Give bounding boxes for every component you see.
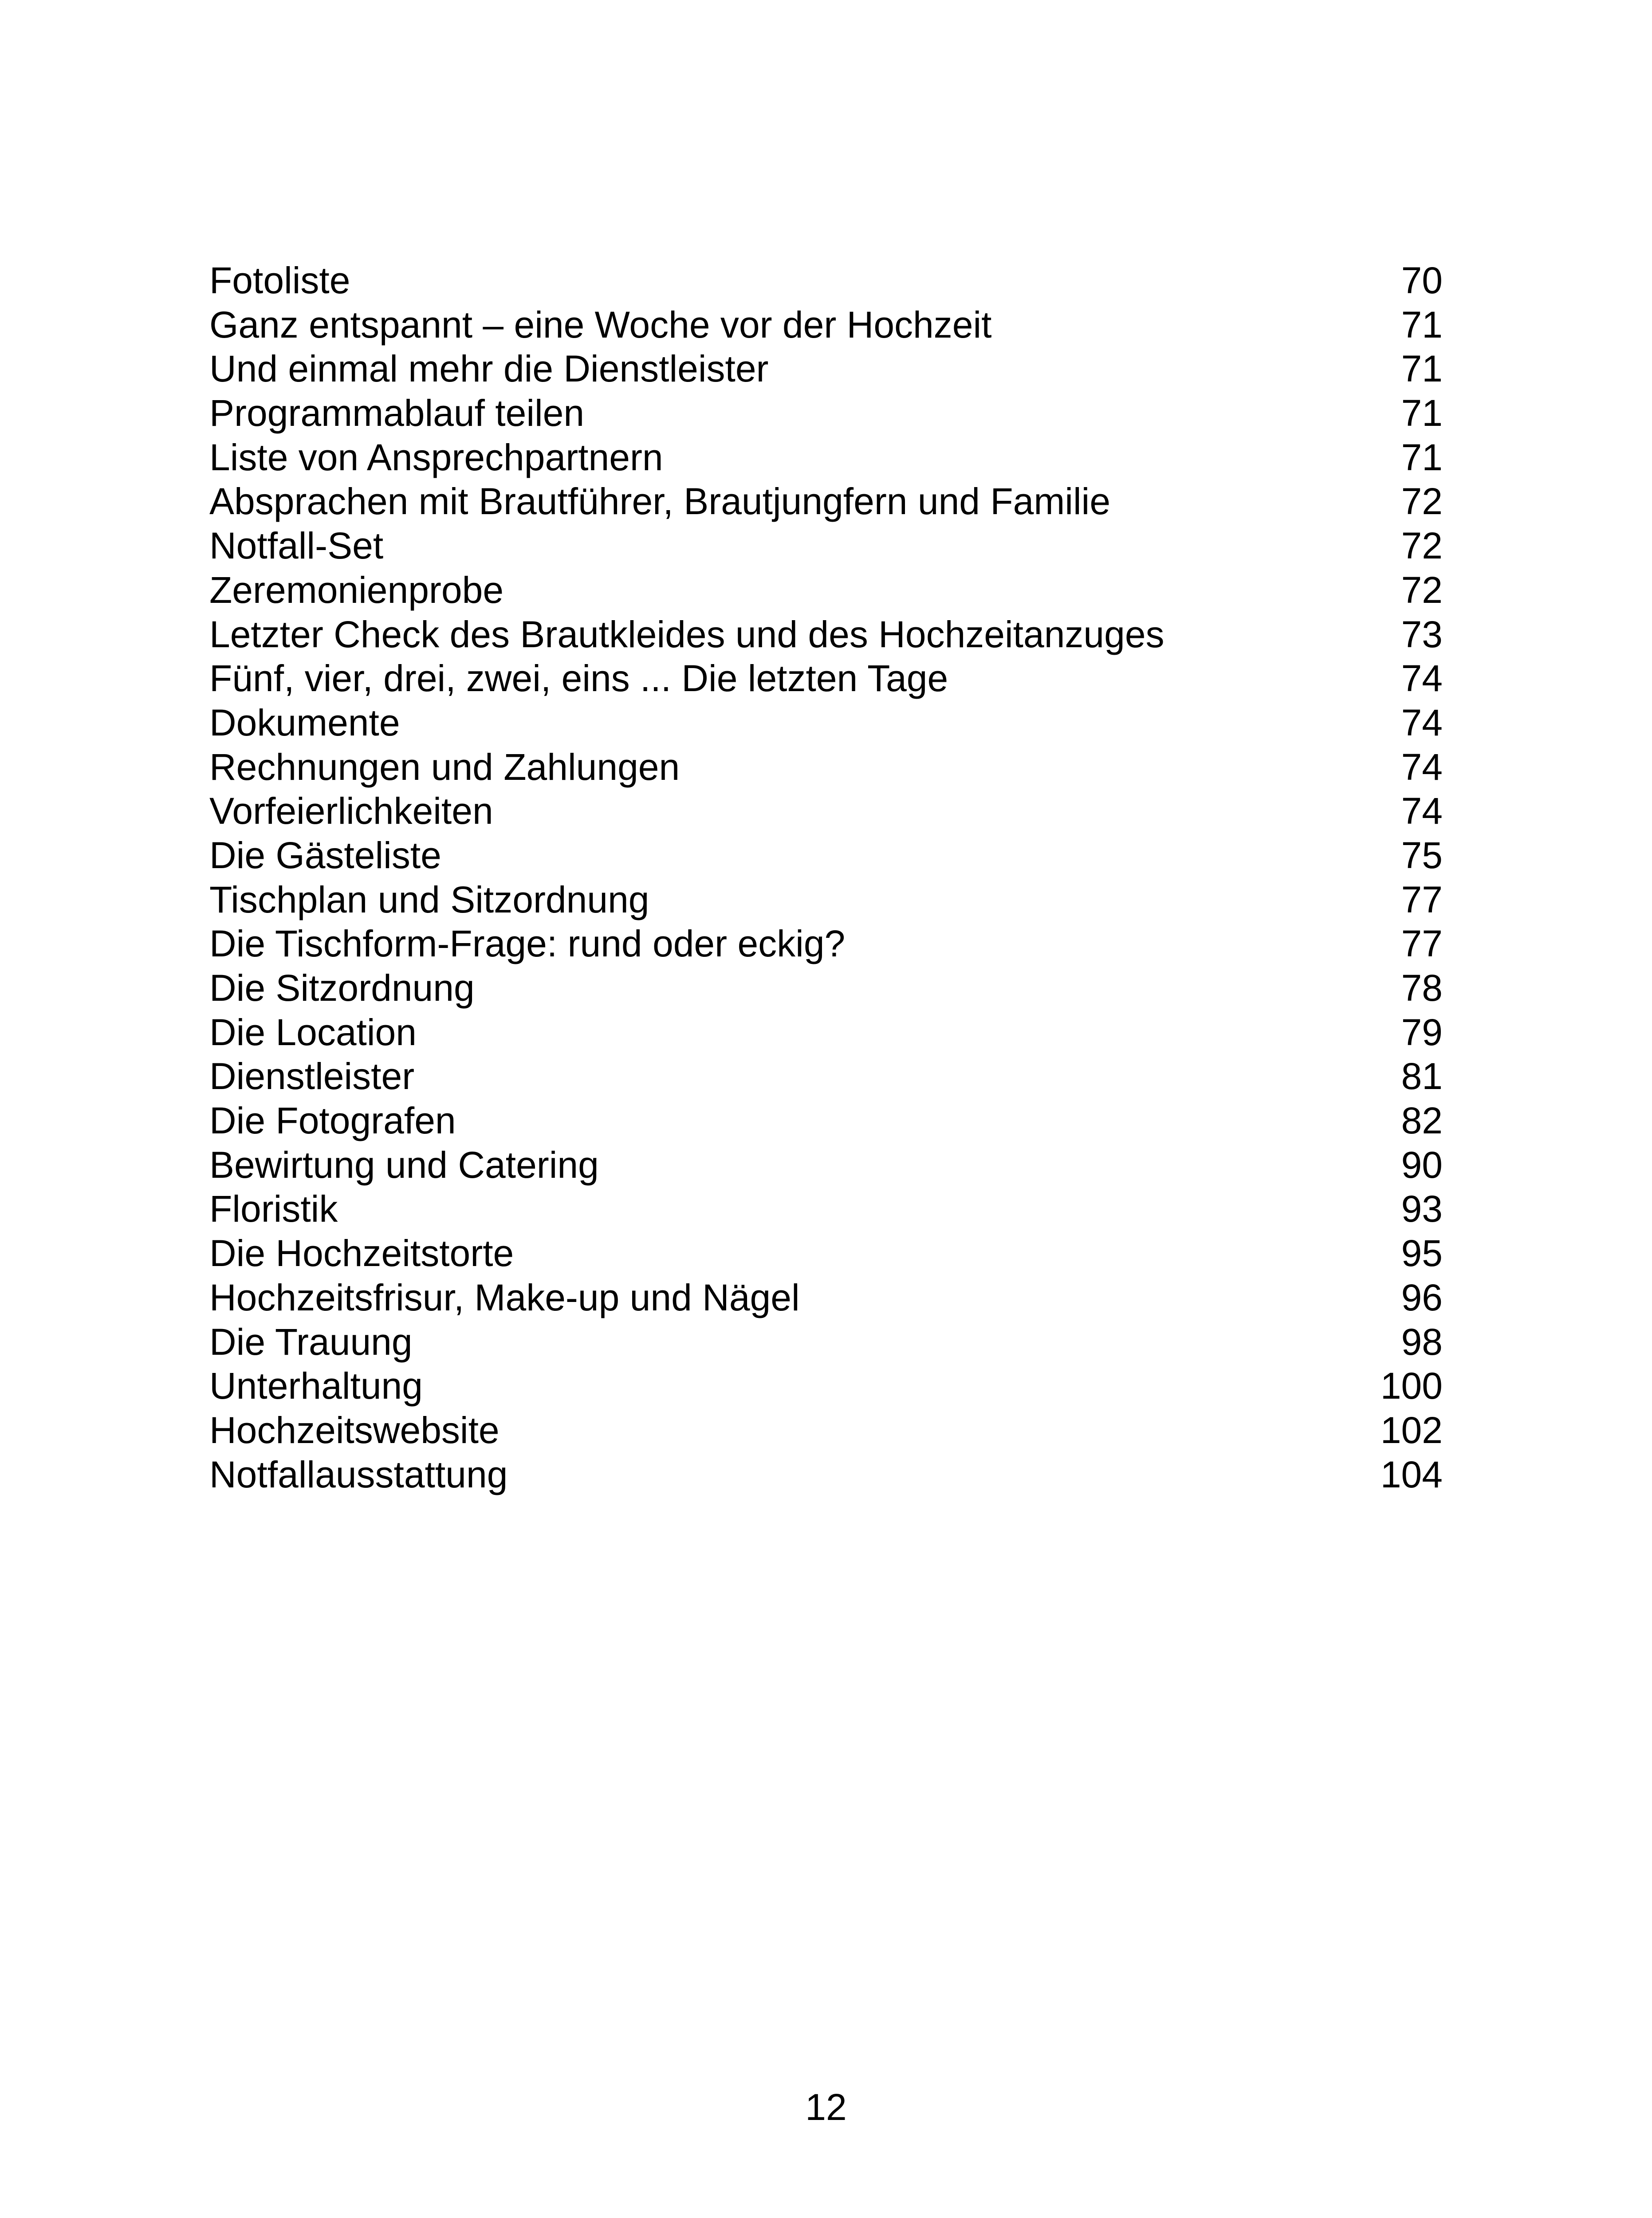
toc-entry — [209, 568, 1443, 613]
toc-entry-title: Die Trauung — [209, 1321, 413, 1363]
toc-entry — [209, 1320, 1443, 1365]
toc-entry — [209, 480, 1443, 524]
toc-entry-title: Ganz entspannt – eine Woche vor der Hochzeit — [209, 303, 992, 346]
toc-entry-title: Fotoliste — [209, 260, 350, 301]
toc-entry — [209, 436, 1443, 480]
toc-entry-page: 98 — [1401, 1321, 1443, 1363]
toc-entry — [209, 1231, 1443, 1276]
toc-entry — [209, 966, 1443, 1011]
toc-entry — [209, 613, 1443, 657]
table-of-contents — [209, 259, 1443, 1497]
toc-entry — [209, 1099, 1443, 1143]
toc-entry-page: 72 — [1401, 525, 1443, 567]
toc-entry — [209, 922, 1443, 966]
page-number: 12 — [805, 2086, 847, 2128]
toc-entry — [209, 789, 1443, 834]
toc-entry — [209, 347, 1443, 391]
toc-entry-title: Und einmal mehr die Dienstleister — [209, 348, 769, 390]
toc-entry-page: 77 — [1401, 923, 1443, 965]
toc-entry-title: Programmablauf teilen — [209, 392, 585, 434]
toc-entry — [209, 259, 1443, 303]
toc-entry — [209, 1187, 1443, 1231]
toc-entry-page: 96 — [1401, 1276, 1443, 1318]
toc-entry — [209, 834, 1443, 878]
toc-entry — [209, 1453, 1443, 1497]
toc-entry-title: Letzter Check des Brautkleides und des Hochzeitanzuges — [209, 613, 1164, 655]
toc-entry-title: Hochzeitsfrisur, Make-up und Nägel — [209, 1276, 800, 1318]
toc-entry — [209, 303, 1443, 347]
toc-entry-title: Die Fotografen — [209, 1100, 456, 1142]
toc-entry-page: 82 — [1401, 1100, 1443, 1142]
toc-entry-page: 74 — [1401, 701, 1443, 743]
toc-entry-page: 93 — [1401, 1188, 1443, 1230]
toc-entry-title: Zeremonienprobe — [209, 569, 504, 611]
toc-entry-page: 71 — [1401, 392, 1443, 434]
toc-entry-title: Die Sitzordnung — [209, 967, 475, 1009]
toc-entry-page: 100 — [1380, 1365, 1443, 1407]
toc-entry-title: Bewirtung und Catering — [209, 1144, 599, 1186]
toc-entry — [209, 391, 1443, 436]
toc-entry-page: 71 — [1401, 303, 1443, 346]
toc-entry-title: Notfall-Set — [209, 525, 384, 567]
toc-entry-page: 74 — [1401, 790, 1443, 832]
toc-entry-page: 81 — [1401, 1055, 1443, 1097]
toc-entry-title: Fünf, vier, drei, zwei, eins ... Die letzten Tage — [209, 657, 948, 700]
toc-entry-title: Floristik — [209, 1188, 338, 1230]
toc-entry — [209, 1054, 1443, 1099]
toc-entry-page: 104 — [1380, 1453, 1443, 1495]
toc-entry-page: 78 — [1401, 967, 1443, 1009]
toc-entry-title: Rechnungen und Zahlungen — [209, 746, 680, 788]
toc-entry-title: Vorfeierlichkeiten — [209, 790, 493, 832]
toc-entry-page: 90 — [1401, 1144, 1443, 1186]
toc-entry-title: Notfallausstattung — [209, 1453, 508, 1495]
toc-entry-title: Unterhaltung — [209, 1365, 423, 1407]
toc-entry-title: Hochzeitswebsite — [209, 1409, 500, 1451]
toc-entry-page: 71 — [1401, 436, 1443, 478]
toc-entry-title: Liste von Ansprechpartnern — [209, 436, 663, 478]
toc-entry-title: Tischplan und Sitzordnung — [209, 878, 649, 920]
toc-entry-page: 74 — [1401, 657, 1443, 700]
toc-entry-page: 95 — [1401, 1232, 1443, 1274]
toc-entry-title: Dienstleister — [209, 1055, 415, 1097]
toc-entry — [209, 878, 1443, 922]
toc-entry — [209, 1408, 1443, 1453]
toc-entry — [209, 701, 1443, 745]
toc-entry-page: 70 — [1401, 260, 1443, 301]
toc-entry-title: Die Gästeliste — [209, 834, 441, 876]
toc-entry-page: 72 — [1401, 569, 1443, 611]
toc-entry-page: 73 — [1401, 613, 1443, 655]
toc-entry-page: 75 — [1401, 834, 1443, 876]
toc-entry-title: Die Hochzeitstorte — [209, 1232, 514, 1274]
toc-entry-title: Die Location — [209, 1011, 417, 1053]
toc-entry — [209, 1143, 1443, 1188]
toc-entry — [209, 1364, 1443, 1408]
toc-entry-page: 71 — [1401, 348, 1443, 390]
toc-entry — [209, 745, 1443, 790]
toc-entry-title: Absprachen mit Brautführer, Brautjungfern und Familie — [209, 480, 1111, 523]
toc-entry — [209, 1011, 1443, 1055]
toc-entry — [209, 1276, 1443, 1320]
toc-entry-page: 74 — [1401, 746, 1443, 788]
toc-entry-page: 72 — [1401, 480, 1443, 523]
toc-entry — [209, 657, 1443, 701]
toc-entry-title: Die Tischform-Frage: rund oder eckig? — [209, 923, 846, 965]
toc-entry-title: Dokumente — [209, 701, 400, 743]
toc-entry — [209, 524, 1443, 568]
toc-entry-page: 79 — [1401, 1011, 1443, 1053]
toc-entry-page: 77 — [1401, 878, 1443, 920]
toc-entry-page: 102 — [1380, 1409, 1443, 1451]
